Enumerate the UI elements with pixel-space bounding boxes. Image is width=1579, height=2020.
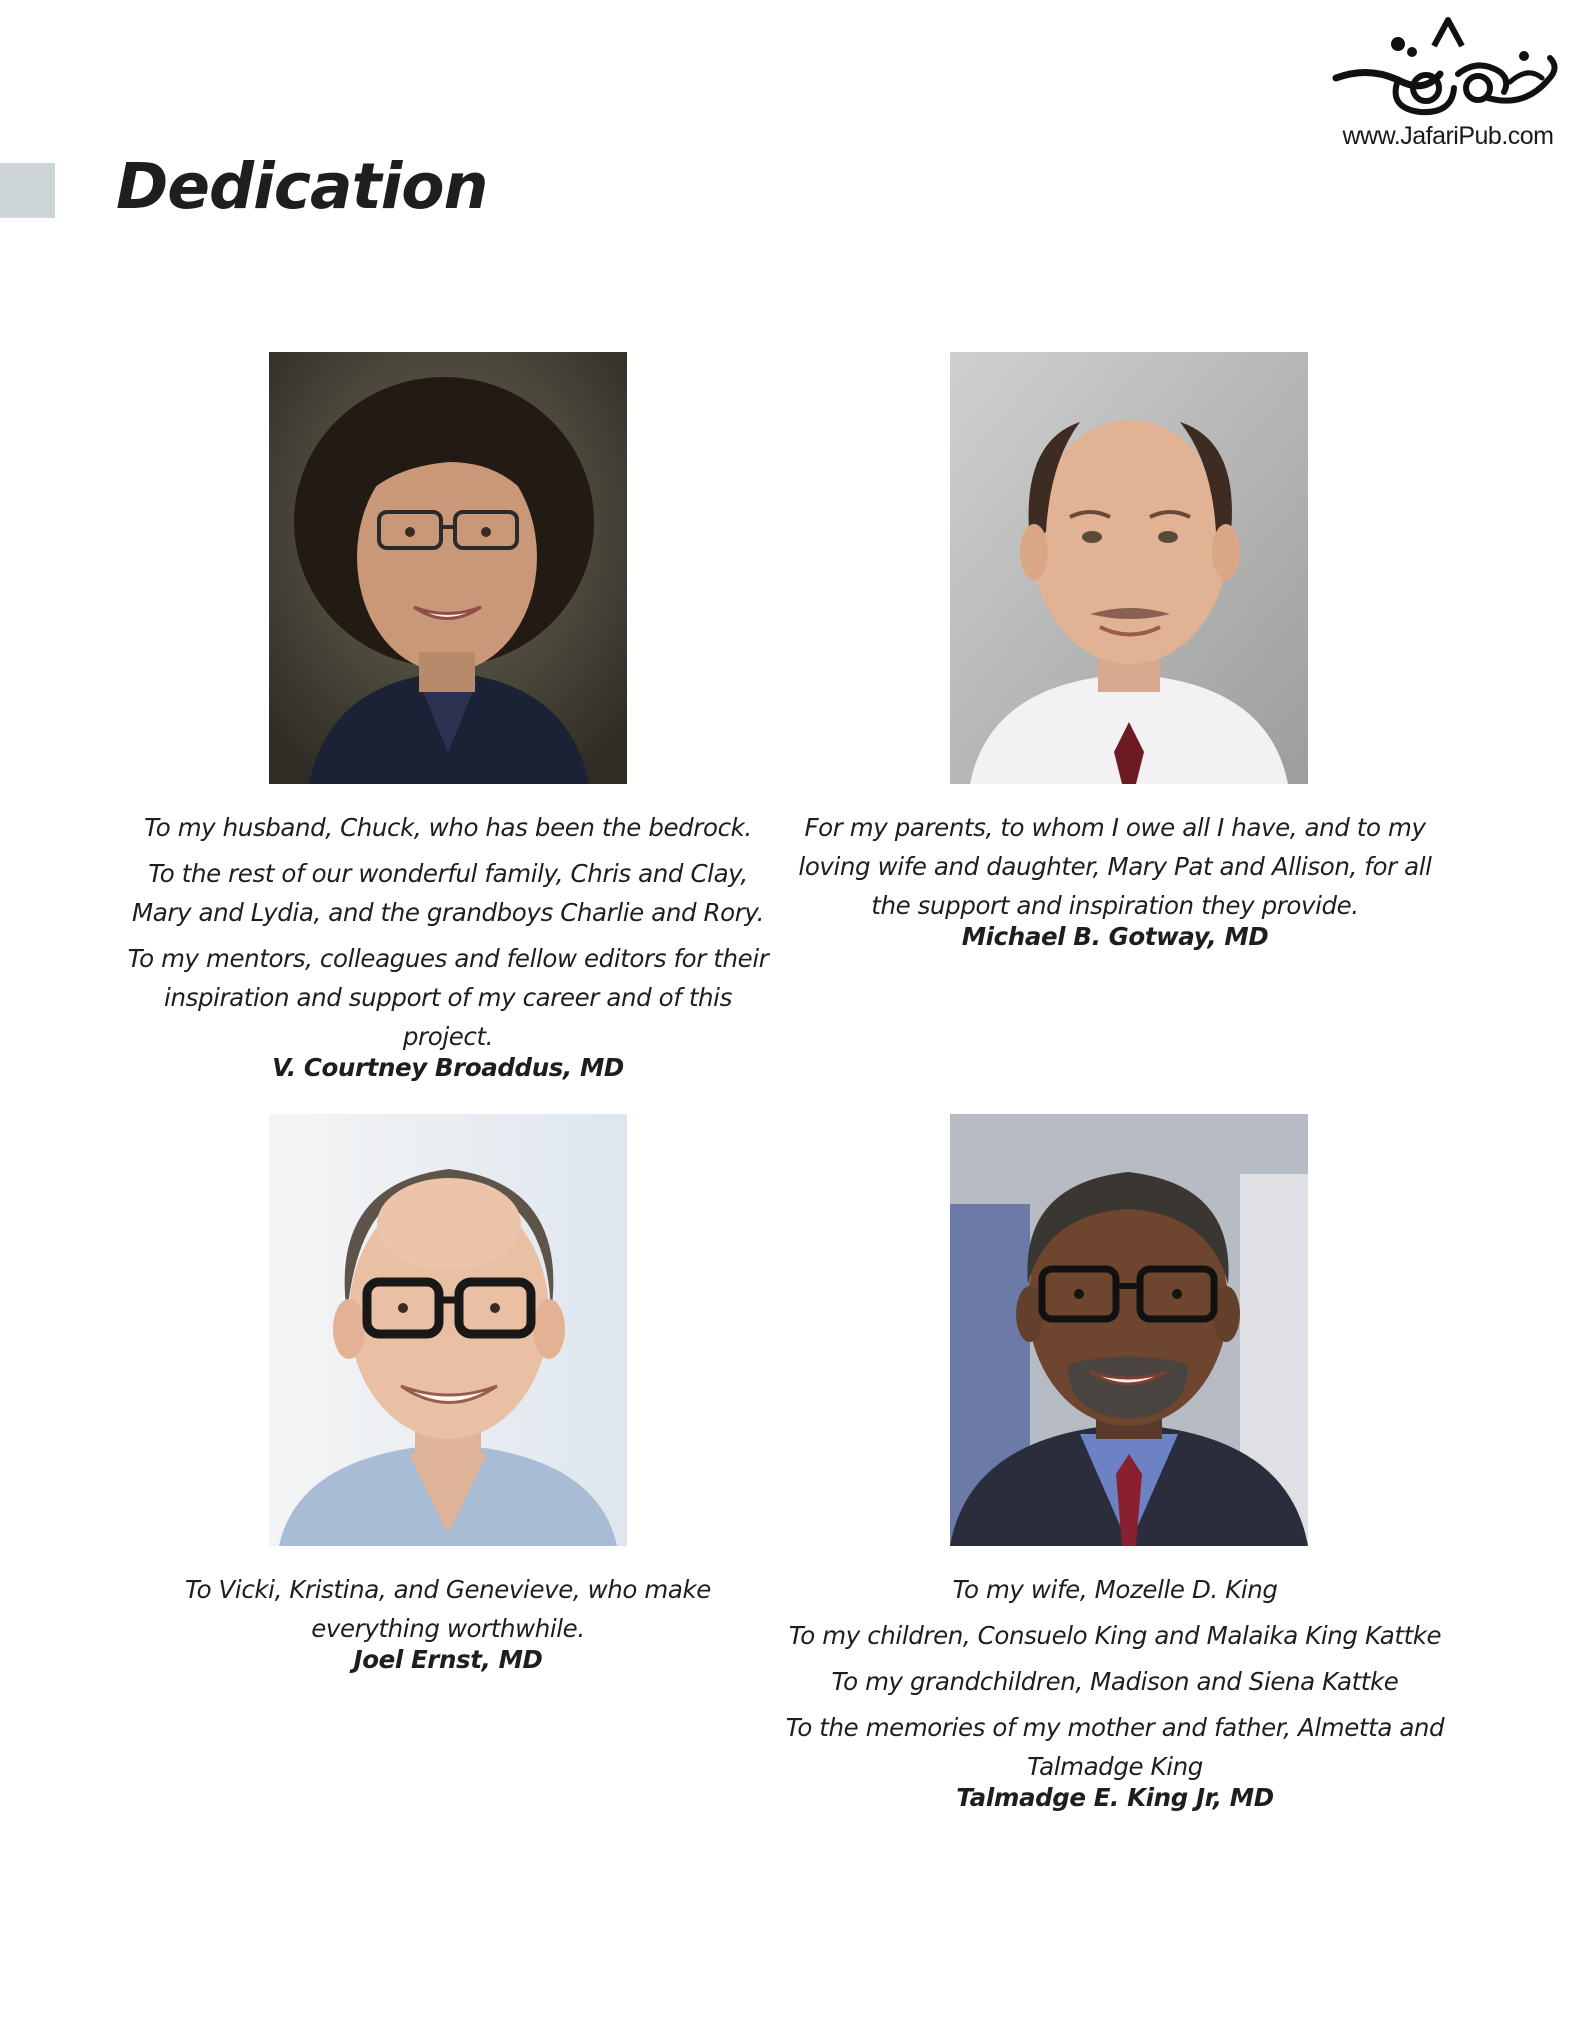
dedication-paragraph: To my mentors, colleagues and fellow editors for their inspiration and support of my career and of this project. <box>127 944 769 1051</box>
dedication-paragraph: To my grandchildren, Madison and Siena Kattke <box>831 1667 1399 1696</box>
calligraphy-logo-icon <box>1328 8 1568 126</box>
dedication-paragraph: To Vicki, Kristina, and Genevieve, who make everything worthwhile. <box>185 1575 711 1643</box>
page-title: Dedication <box>116 150 488 223</box>
dedication-signature: Joel Ernst, MD <box>353 1645 543 1674</box>
publisher-logo[interactable] <box>1323 8 1573 151</box>
dedication-signature: Talmadge E. King Jr, MD <box>956 1783 1274 1812</box>
dedication-king <box>785 1570 1445 1814</box>
dedication-ernst <box>118 1570 778 1676</box>
dedication-paragraph: To the rest of our wonderful family, Chris and Clay, Mary and Lydia, and the grandboys Charlie and Rory. <box>132 859 764 927</box>
portrait-ernst <box>269 1114 627 1546</box>
portrait-king <box>950 1114 1308 1546</box>
dedication-signature: Michael B. Gotway, MD <box>961 922 1269 951</box>
dedication-paragraph: To my wife, Mozelle D. King <box>952 1575 1278 1604</box>
dedication-paragraph: To my children, Consuelo King and Malaika King Kattke <box>788 1621 1442 1650</box>
dedication-paragraph: To my husband, Chuck, who has been the bedrock. <box>144 813 752 842</box>
portrait-broaddus <box>269 352 627 784</box>
dedication-signature: V. Courtney Broaddus, MD <box>272 1053 624 1082</box>
section-tab-marker <box>0 163 55 218</box>
portrait-gotway <box>950 352 1308 784</box>
logo-url-link[interactable]: www.JafariPub.com <box>1342 122 1554 150</box>
dedication-paragraph: For my parents, to whom I owe all I have, and to my loving wife and daughter, Mary Pat and Allison, for all the support and inspiration they provide. <box>798 813 1432 920</box>
dedication-paragraph: To the memories of my mother and father, Almetta and Talmadge King <box>785 1713 1445 1781</box>
dedication-gotway <box>785 808 1445 953</box>
dedication-broaddus <box>118 808 778 1084</box>
